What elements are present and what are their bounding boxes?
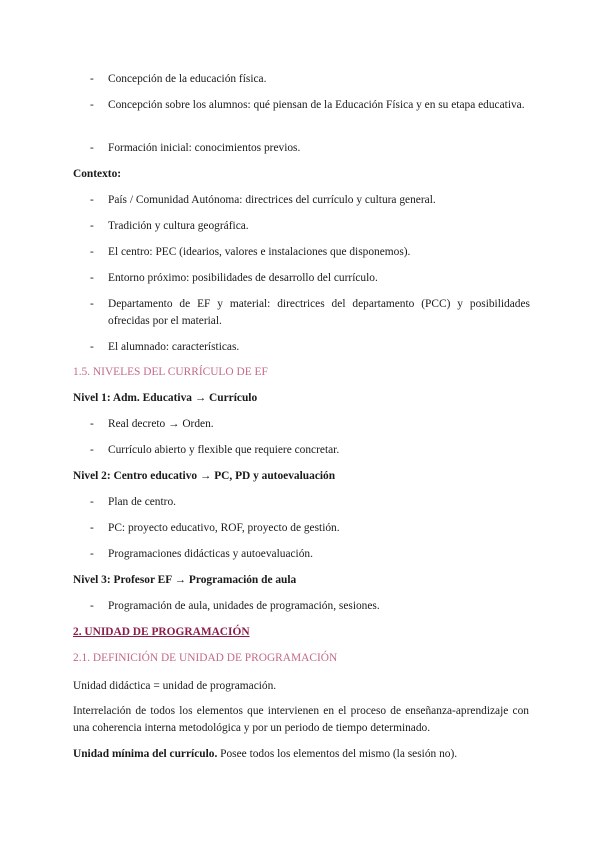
list-item: - Entorno próximo: posibilidades de desarrollo del currículo. — [90, 270, 530, 287]
list-marker: - — [90, 496, 94, 508]
list-item: - Formación inicial: conocimientos previos. — [90, 140, 530, 157]
list-item: - Concepción sobre los alumnos: qué piensan de la Educación Física y en su etapa educativa. — [90, 97, 530, 114]
list-marker: - — [90, 444, 94, 456]
nivel2-heading: Nivel 2: Centro educativo → PC, PD y autoevaluación — [73, 470, 336, 482]
list-marker: - — [90, 298, 94, 310]
list-marker: - — [90, 194, 94, 206]
list-item: - El centro: PEC (idearios, valores e instalaciones que disponemos). — [90, 244, 530, 261]
list-item: - PC: proyecto educativo, ROF, proyecto de gestión. — [90, 520, 530, 537]
list-marker: - — [90, 341, 94, 353]
list-marker: - — [90, 142, 94, 154]
list-item: - Plan de centro. — [90, 494, 530, 511]
list-item: - Real decreto → Orden. — [90, 416, 530, 433]
paragraph-emphasis: Unidad mínima del currículo. — [73, 748, 218, 760]
list-item: - Programación de aula, unidades de programación, sesiones. — [90, 598, 530, 615]
nivel3-heading: Nivel 3: Profesor EF → Programación de aula — [73, 574, 297, 586]
contexto-heading: Contexto: — [73, 168, 122, 180]
list-marker: - — [90, 418, 94, 430]
list-item: - Programaciones didácticas y autoevaluación. — [90, 546, 530, 563]
list-marker: - — [90, 600, 94, 612]
paragraph: Interrelación de todos los elementos que intervienen en el proceso de enseñanza-aprendizaje con una coherencia interna metodológica y por un periodo de tiempo determinado. — [73, 705, 529, 734]
list-item: - Departamento de EF y material: directrices del departamento (PCC) y posibilidades ofrecidas por el material. — [90, 298, 530, 327]
list-marker: - — [90, 73, 94, 85]
list-item: - El alumnado: características. — [90, 339, 530, 356]
list-marker: - — [90, 99, 94, 111]
paragraph: Unidad didáctica = unidad de programación. — [73, 680, 277, 692]
paragraph: Unidad mínima del currículo. Posee todos los elementos del mismo (la sesión no). — [73, 748, 458, 760]
list-marker: - — [90, 548, 94, 560]
list-item: - Concepción de la educación física. — [90, 71, 530, 88]
list-item: - Tradición y cultura geográfica. — [90, 218, 530, 235]
list-marker: - — [90, 522, 94, 534]
nivel1-heading: Nivel 1: Adm. Educativa → Currículo — [73, 392, 258, 404]
list-marker: - — [90, 220, 94, 232]
list-item: - Currículo abierto y flexible que requiere concretar. — [90, 442, 530, 459]
list-marker: - — [90, 272, 94, 284]
definicion-heading: 2.1. DEFINICIÓN DE UNIDAD DE PROGRAMACIÓN — [73, 652, 338, 664]
niveles-heading: 1.5. NIVELES DEL CURRÍCULO DE EF — [73, 366, 268, 378]
list-item: - País / Comunidad Autónoma: directrices del currículo y cultura general. — [90, 192, 530, 209]
unidad-heading: 2. UNIDAD DE PROGRAMACIÓN — [73, 626, 250, 638]
list-marker: - — [90, 246, 94, 258]
